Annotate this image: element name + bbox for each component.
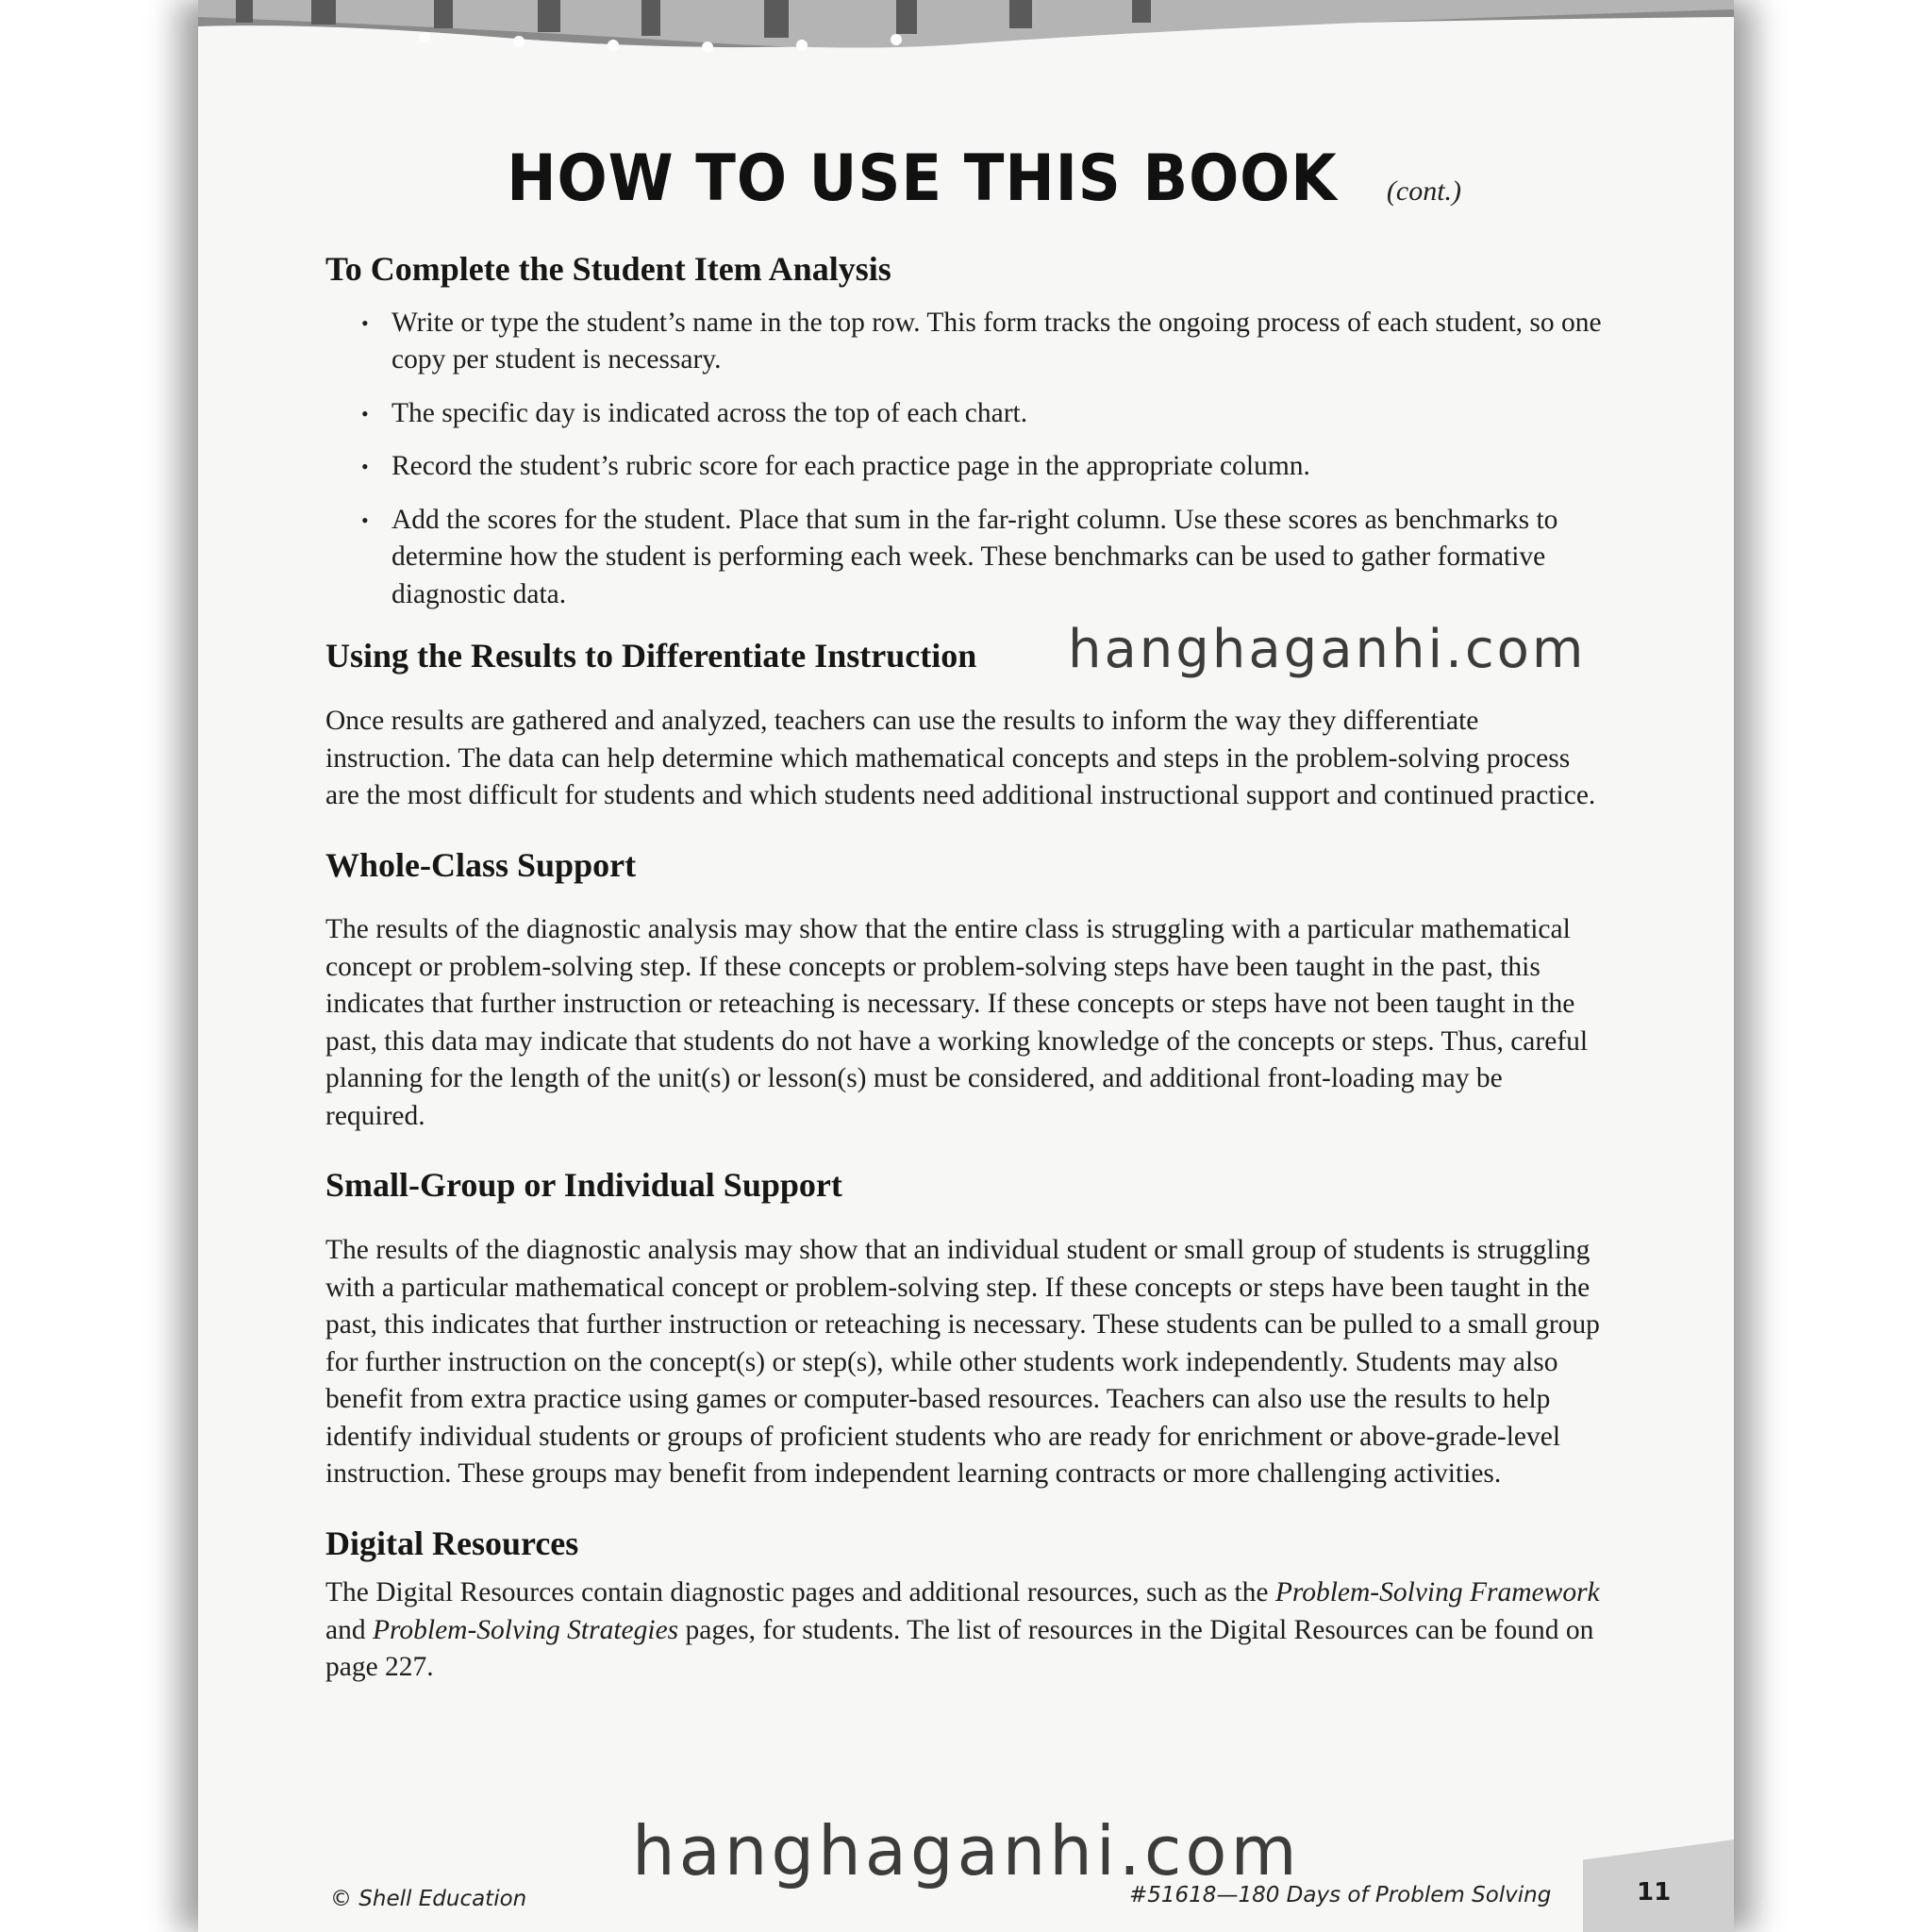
italic-title: Problem-Solving Framework: [1274, 1577, 1600, 1608]
italic-title: Problem-Solving Strategies: [372, 1614, 679, 1645]
heading-whole-class: Whole-Class Support: [325, 845, 637, 884]
paragraph-differentiate: Once results are gathered and analyzed, teachers can use the results to inform the way they differentiate instruction. The data can help determine which mathematical concepts and steps in the problem-solving process are the most difficult for students and which students need additional instructional support and continued practice.: [325, 706, 1596, 811]
heading-digital-resources: Digital Resources: [325, 1524, 579, 1562]
bullet-item: • Add the scores for the student. Place that sum in the far-right column. Use these scores as benchmarks to determine how the student is performing each week. These benchmarks can be used to gather formative diagnostic data.: [325, 502, 1608, 614]
header-banner-decoration: [198, 0, 1734, 68]
page-title: HOW TO USE THIS BOOK: [507, 142, 1338, 216]
page-title-suffix: (cont.): [1386, 175, 1462, 207]
bullet-list: [325, 305, 1608, 614]
footer-copyright: © Shell Education: [330, 1887, 527, 1911]
bullet-item: • Write or type the student’s name in the top row. This form tracks the ongoing process of each student, so one copy per student is necessary.: [325, 305, 1608, 379]
footer-book-title: #51618—180 Days of Problem Solving: [1129, 1883, 1552, 1907]
heading-differentiate: Using the Results to Differentiate Instruction: [325, 637, 977, 675]
text-run: The Digital Resources contain diagnostic pages and additional resources, such as the: [325, 1577, 1275, 1608]
paragraph-small-group: The results of the diagnostic analysis may show that an individual student or small group of students is struggling with a particular mathematical concept or problem-solving step. If these concepts or steps have been taught in the past, this indicates that further instruction or reteaching is necessary. These students can be pulled to a small group for further instruction on the concept(s) or step(s), while other students work independently. Students may also benefit from extra practice using games or computer-based resources. Teachers can also use the results to help identify individual students or groups of proficient students who are ready for enrichment or above-grade-level instruction. These groups may benefit from independent learning contracts or more challenging activities.: [325, 1235, 1600, 1490]
paragraph-whole-class: The results of the diagnostic analysis may show that the entire class is struggling with a particular mathematical concept or problem-solving step. If these concepts or problem-solving steps have been taught in the past, this indicates that further instruction or reteaching is necessary. If these concepts or steps have not been taught in the past, this data may indicate that students do not have a working knowledge of the concepts or steps. Thus, careful planning for the length of the unit(s) or lesson(s) must be considered, and additional front-loading may be required.: [325, 914, 1589, 1131]
page-content: [325, 247, 1608, 1687]
heading-student-item-analysis: To Complete the Student Item Analysis: [325, 250, 891, 288]
paragraph-digital-resources: [325, 1574, 1608, 1687]
bullet-item: • Record the student’s rubric score for each practice page in the appropriate column.: [325, 448, 1608, 486]
text-run: pages, for students. The list of resources in the Digital Resources can be found on page 227.: [325, 1614, 1594, 1683]
watermark-bottom: hanghaganhi.com: [632, 1811, 1301, 1890]
heading-small-group: Small-Group or Individual Support: [325, 1166, 842, 1205]
page-number: 11: [1637, 1878, 1672, 1907]
text-run: and: [325, 1614, 373, 1645]
bullet-item: • The specific day is indicated across the top of each chart.: [325, 395, 1608, 433]
watermark-top: hanghaganhi.com: [1068, 619, 1587, 680]
page-heading: [198, 142, 1734, 216]
